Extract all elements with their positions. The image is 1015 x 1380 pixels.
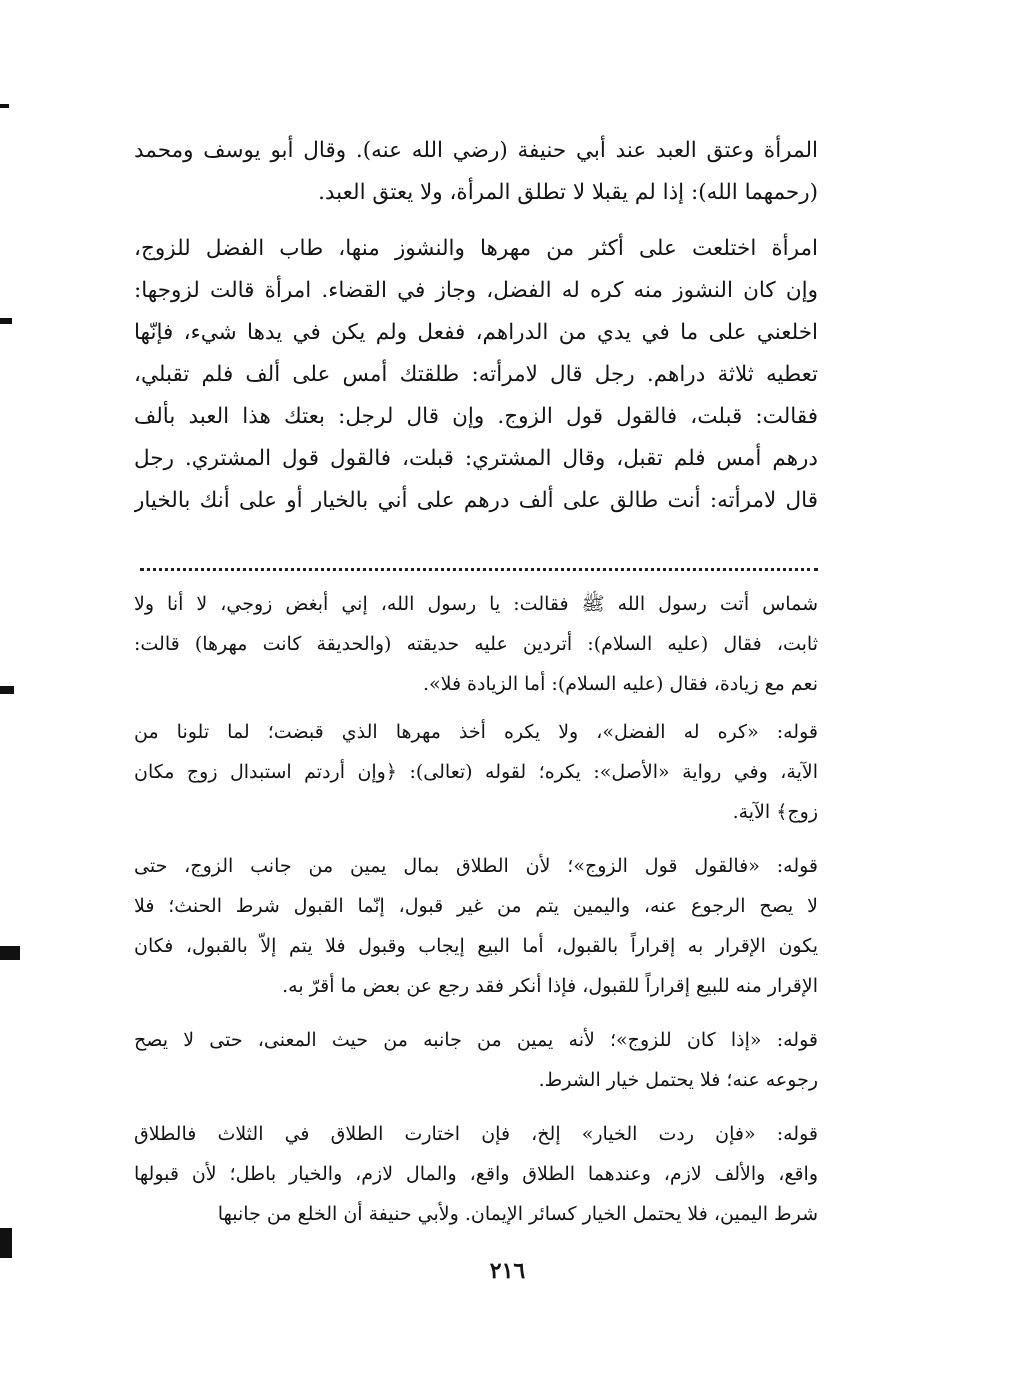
footnote-paragraph xyxy=(134,846,818,1006)
footnote-paragraph xyxy=(134,1114,818,1234)
footnote-line: ثابت، فقال (عليه السلام): أتردين عليه حديقته (والحديقة كانت مهرها) قالت: xyxy=(134,633,818,655)
scan-edge-mark xyxy=(0,946,20,960)
footnote-line: قوله: «فإن ردت الخيار» إلخ، فإن اختارت الطلاق في الثلاث فالطلاق xyxy=(134,1123,818,1145)
footnote-paragraph xyxy=(134,712,818,832)
text-line: امرأة اختلعت على أكثر من مهرها والنشوز منها، طاب الفضل للزوج، xyxy=(134,236,818,261)
main-paragraph xyxy=(134,130,818,214)
text-line: (رحمهما الله): إذا لم يقبلا لا تطلق المرأة، ولا يعتق العبد. xyxy=(318,180,818,205)
footnote-line: شماس أتت رسول الله ﷺ فقالت: يا رسول الله، إني أبغض زوجي، لا أنا ولا xyxy=(134,593,818,615)
footnote-line: قوله: «كره له الفضل»، ولا يكره أخذ مهرها الذي قبضت؛ لما تلونا من xyxy=(134,721,818,743)
text-line: قال لامرأته: أنت طالق على ألف درهم على أني بالخيار أو على أنك بالخيار xyxy=(134,488,818,513)
text-line: درهم أمس فلم تقبل، وقال المشتري: قبلت، فالقول قول المشتري. رجل xyxy=(134,446,818,471)
footnote-line: واقع، والألف لازم، وعندهما الطلاق واقع، والمال لازم، والخيار باطل؛ لأن قبولها xyxy=(134,1163,818,1185)
footnote-line: زوج﴾ الآية. xyxy=(732,801,818,823)
scan-edge-mark xyxy=(0,104,9,108)
text-line: فقالت: قبلت، فالقول قول الزوج. وإن قال لرجل: بعتك هذا العبد بألف xyxy=(134,404,818,429)
main-paragraph xyxy=(134,228,818,522)
text-line: تعطيه ثلاثة دراهم. رجل قال لامرأته: طلقتك أمس على ألف فلم تقبلي، xyxy=(134,362,818,387)
scan-edge-mark xyxy=(0,686,14,694)
footnote-line: رجوعه عنه؛ فلا يحتمل خيار الشرط. xyxy=(538,1069,818,1091)
text-line: وإن كان النشوز منه كره له الفضل، وجاز في القضاء. امرأة قالت لزوجها: xyxy=(134,278,818,303)
footnote-line: لا يصح الرجوع عنه، واليمين يتم من غير قبول، إنّما القبول شرط الحنث؛ فلا xyxy=(134,895,818,917)
footnote-line: قوله: «إذا كان للزوج»؛ لأنه يمين من جانبه من حيث المعنى، حتى لا يصح xyxy=(134,1029,818,1051)
scan-edge-mark xyxy=(0,318,12,324)
footnote-line: نعم مع زيادة، فقال (عليه السلام): أما الزيادة فلا». xyxy=(422,673,818,695)
footnote-line: قوله: «فالقول قول الزوج»؛ لأن الطلاق بمال يمين من جانب الزوج، حتى xyxy=(134,855,818,877)
text-line: اخلعني على ما في يدي من الدراهم، ففعل ولم يكن في يدها شيء، فإنّها xyxy=(134,320,818,345)
footnote-paragraph xyxy=(134,1020,818,1100)
footnote-separator xyxy=(140,568,818,571)
text-line: المرأة وعتق العبد عند أبي حنيفة (رضي الله عنه). وقال أبو يوسف ومحمد xyxy=(134,138,818,163)
footnote-line: الإقرار منه للبيع إقراراً للقبول، فإذا أنكر فقد رجع عن بعض ما أقرّ به. xyxy=(282,975,818,997)
scan-edge-mark xyxy=(0,1228,12,1258)
footnote-paragraph xyxy=(134,584,818,704)
footnote-line: شرط اليمين، فلا يحتمل الخيار كسائر الإيمان. ولأبي حنيفة أن الخلع من جانبها xyxy=(217,1203,818,1225)
footnote-line: الآية، وفي رواية «الأصل»: يكره؛ لقوله (تعالى): ﴿وإن أردتم استبدال زوج مكان xyxy=(134,761,818,783)
footnote-line: يكون الإقرار به إقراراً بالقبول، أما البيع إيجاب وقبول فلا يتم إلاّ بالقبول، فكان xyxy=(134,935,818,957)
page-number: ٢١٦ xyxy=(489,1258,526,1284)
